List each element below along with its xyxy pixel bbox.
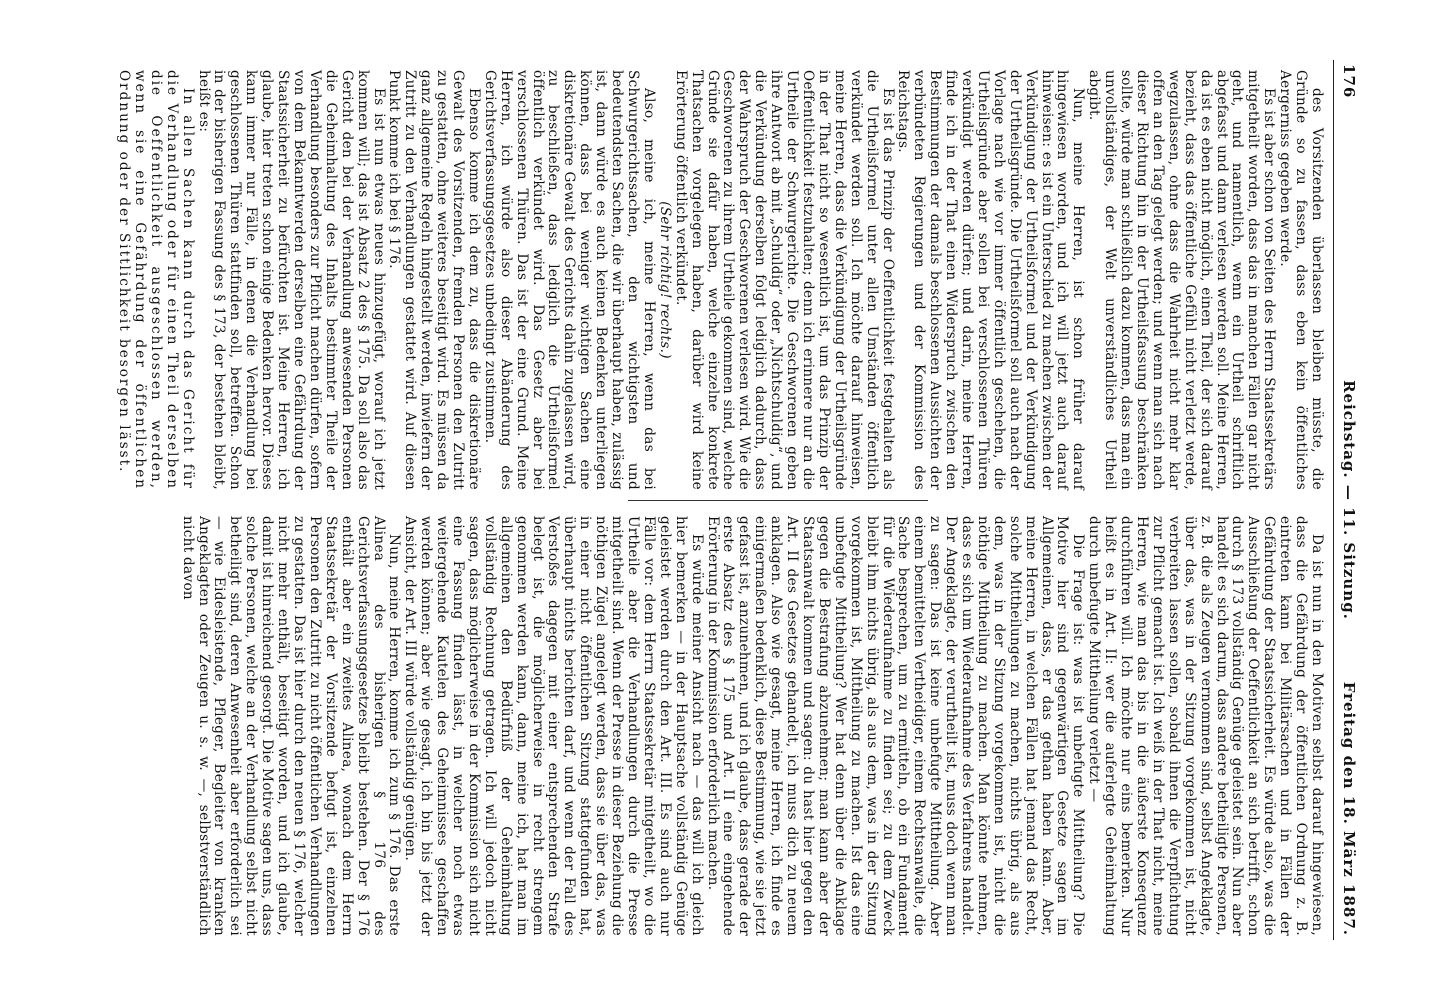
- paragraph: Ebenso komme ich dem zu, dass die diskretionäre Gewalt des Vorsitzenden, fremden Personen den Zutritt zu gestatten, ohne weiteres beseitigt wird. Es müssen da ganz allgemeine Regeln hingestellt werden, inwiefern der Zutritt zu den Verhandlungen gestattet wird. Auf diesen Punkt komme ich bei § 176.: [386, 70, 482, 490]
- paragraph: Die Frage ist: was ist unbefugte Mittheilung? Die Motive hier sind gegenwärtigen Gesetze sagen im Allgemeinen, dass, er das gethan haben kann. Aber, meine Herren, in welchen Fällen hat jemand das Recht, solche Mittheilungen zu machen, nichts übrig, als aus dem, was in der Sitzung vorgekommen ist, nicht die nöthige Mittheilung zu machen. Man könnte nehmen, dass es sich um Wiederaufnahme des Verfahrens handelt. Der Angeklagte, der verurtheilt ist, muss doch wenn man zu sagen: Das ist keine unbefugte Mittheilung. Aber einem bemittelten Vertheidiger, einem Rechtsanwalte, die Sache besprechen, um zu ermitteln, ob ein Fundament für die Wiederaufnahme zu finden sei; zu dem Zweck bleibt ihm nichts übrig, als aus dem, was in der Sitzung vorgekommen ist, Mittheilung zu machen. Ist das eine unbefugte Mittheilung? Wer hat denn über die Anklage gegen die Bestrafung abzunehmen; man kann aber der Staatsanwalt kommen und sagen: du hast hier gegen den Art. II des Gesetzes gehandelt, ich muss dich zu neuem anklagen. Also wie gesagt, meine Herren, ich finde es einigermaßen bedenklich, diese Bestimmung, wie sie jetzt gefasst ist, anzunehmen, und ich glaube, dass gerade der erste Absatz des § 175 und Art. II eine eingehende Erörterung in der Kommission erforderlich machen.: [704, 516, 1087, 936]
- paragraph: Da ist nun in den Motiven selbst darauf hingewiesen, dass die Gefährdung der öffentlichen Ordnung z. B. eintreten kann bei Militärsachen und in Fällen der Gefährdung der Staatssicherheit. Es würde also, was die Ausschließung der Oeffentlichkeit an sich betrifft, schon durch § 173 vollständig Genüge geleistet sein. Nun aber handelt es sich darum, dass andere betheiligte Personen, z. B. die als Zeugen vernommen sind, selbst Angeklagte, über das, was in der Sitzung vorgekommen ist, nicht verbreiten lassen sollen, sobald ihnen die Verpflichtung zur Pflicht gemacht ist. Ich weiß in der That nicht, meine Herren, wie man das bis in die äußerste Konsequenz durchführen will. Ich möchte nur eins bemerken. Nur heißt es in Art. II: wer die auferlegte Geheimhaltung durch unbefugte Mittheilung verletzt —: [1086, 516, 1325, 936]
- interjection: (Sehr richtig! rechts.): [656, 201, 673, 359]
- paragraph: Es ist das Prinzip der Oeffentlichkeit festgehalten als die Urtheilsformel unter allen Umständen öffentlich verkündet werden soll. Ich möchte darauf hinweisen, meine Herren, dass die Verkündigung der Urtheilsgründe in der That nicht so wesentlich ist, um das Prinzip der Oeffentlichkeit festzuhalten; denn ich erinnere nur an die Urtheile der Schwurgerichte. Die Geschworenen geben ihre Antwort ab mit „Schuldig“ oder „Nichtschuldig“, und die Verkündung derselben folgt lediglich dadurch, dass der Wahrspruch der Geschworenen verlesen wird. Wie die Geschworenen zu ihrem Urtheile gekommen sind, welche Gründe sie dafür haben, welche einzelne konkrete Thatsachen vorgelegen haben, darüber wird keine Erörterung öffentlich verkündet.: [672, 70, 896, 490]
- page-number: 176: [1340, 64, 1358, 99]
- paragraph: Es würde meiner Ansicht nach — das will ich gleich hier bemerken — in der Hauptsache vollständig Genüge geleistet werden durch den Art. III. Es sind auch nur Fälle vor: dem Herrn Staatssekretär mitgetheilt, wo die Urtheile aber die Verhandlungen durch die Presse mitgetheilt sind. Wenn der Presse in dieser Beziehung die nöthigen Zügel angelegt werden, dass sie über das, was in einer nicht öffentlichen Sitzung stattgefunden hat, überhaupt nichts berichten darf, und wenn der Fall des Verstoßes dagegen mit einer entsprechenden Strafe belegt ist, die möglicherweise in recht strengem genommen werden kann, dann, meine ich, hat man im allgemeinen den Bedürfniß der Geheimhaltung vollständig Rechnung getragen. Ich will jedoch nicht sagen, dass möglicherweise in der Kommission sich nicht eine Fassung finden lässt, in welcher noch etwas weitergehende Kautelen des Geheimnisses geschaffen werden können; aber wie gesagt, ich bin bis jetzt der Ansicht, der Art. III würde vollständig genügen.: [402, 516, 705, 936]
- right-column: [179, 516, 1325, 936]
- paragraph: Es ist nun etwas neues hinzugefügt, worauf ich jetzt kommen will; das ist Absatz 2 des § 175. Da soll also das Gericht den bei der Verhandlung anwesenden Personen die Geheimhaltung des Inhalts bestimmter Theile der Verhandlung besonders zur Pflicht machen dürfen, sofern von dem Bekanntwerden derselben eine Gefährdung der Staatssicherheit zu befürchten ist. Meine Herren, ich glaube, hier treten schon einige Bedenken hervor. Dieses kann immer nur Fälle, in denen die Verhandlung bei geschlossenen Thüren stattfinden soll, betreffen. Schon in der bisherigen Fassung des § 173, der bestehen bleibt, heißt es:: [195, 70, 387, 490]
- paragraph: Nun, meine Herren, ist schon früher darauf hingewiesen worden, und ich will jetzt auch darauf hinweisen: es ist ein Unterschied zu machen zwischen der Verkündigung der Urtheilsformel und der Verkündigung der Urtheilsgründe. Die Urtheilsformel soll auch nach der Vorlage nach wie vor immer öffentlich geschehen, die Urtheilsgründe aber sollen bei verschlossenen Thüren verkündigt werden dürfen; und darin, meine Herren, finde ich in der That einen Widerspruch zwischen den Bestimmungen der damals beschlossenen Aussichten der verbündeten Regierungen und der Kommission des Reichstags.: [895, 70, 1087, 490]
- header-date: Freitag den 18. März 1887.: [1340, 681, 1358, 936]
- running-head: Reichstag. — 11. Sitzung.: [1340, 380, 1358, 620]
- column-divider: [628, 500, 928, 501]
- page-header: [1333, 60, 1360, 940]
- paragraph: Also, meine ich, meine Herren, wenn das bei Schwurgerichtssachen, den wichtigsten und bedeutendsten Sachen, die wir überhaupt haben, zulässig ist, dann würde es auch keinen Bedenken unterliegen können, dass bei weniger wichtigen Sachen eine diskretionäre Gewalt des Gerichts dahin zugelassen wird, zu beschließen, dass lediglich die Urtheilsformel öffentlich verkündet wird. Das Gesetz aber bei verschlossenen Thüren. Das ist der eine Grund. Meine Herren, ich würde also dieser Abänderung des Gerichtsverfassungsgesetzes unbedingt zustimmen.: [481, 70, 657, 490]
- paragraph: des Vorsitzenden überlassen bleiben müsste, die Gründe so zu fassen, dass eben kein öffentliches Aergerniss gegeben werde.: [1277, 70, 1325, 490]
- paragraph: Nun, meine Herren, komme ich zum § 176. Das erste Alinea des bisherigen § 176 des Gerichtsverfassungsgesetzes bleibt bestehen. Der § 176 enthält aber ein zweites Alinea, wonach dem Herrn Staatssekretär der Vorsitzende befugt ist, einzelnen Personen den Zutritt zu nicht öffentlichen Verhandlungen zu gestatten. Das ist hier durch den neuen § 176, welcher nicht mehr enthält, beseitigt worden, und ich glaube, damit ist hinreichend gesorgt. Die Motive sagen uns, dass solche Personen, welche an der Verhandlung selbst nicht betheiligt sind, deren Anwesenheit aber erforderlich sei — wie Eidesleistende, Pfleger, Begleiter von kranken Angeklagten oder Zeugen u. s. w. —, selbstverständlich nicht davon: [179, 516, 403, 936]
- quotation: In allen Sachen kann durch das Gericht für die Verhandlung oder für einen Theil derselben die Oeffentlichkeit ausgeschlossen werden, wenn sie eine Gefährdung der öffentlichen Ordnung oder der Sittlichkeit besorgen lässt.: [116, 70, 196, 490]
- paragraph: Es ist aber schon von Seiten des Herrn Staatssekretärs mitgetheilt worden, dass das in manchen Fällen gar nicht geht, und namentlich, wenn ein Urtheil schriftlich abgefasst und dann verlesen werden soll. Meine Herren, da ist es eben nicht möglich, einen Theil, der sich darauf bezieht, dass das öffentliche Gefühl nicht verletzt werde, wegzulassen, ohne dass die Wahrheit nicht mehr klar offen an den Tag gelegt werden; und wenn man sich nach dieser Richtung hin in der Urtheilsfassung beschränken sollte, würde man schließlich dazu kommen, dass man ein unvollständiges, der Welt unverständliches Urtheil abgibt.: [1086, 70, 1278, 490]
- left-column: [116, 70, 1325, 490]
